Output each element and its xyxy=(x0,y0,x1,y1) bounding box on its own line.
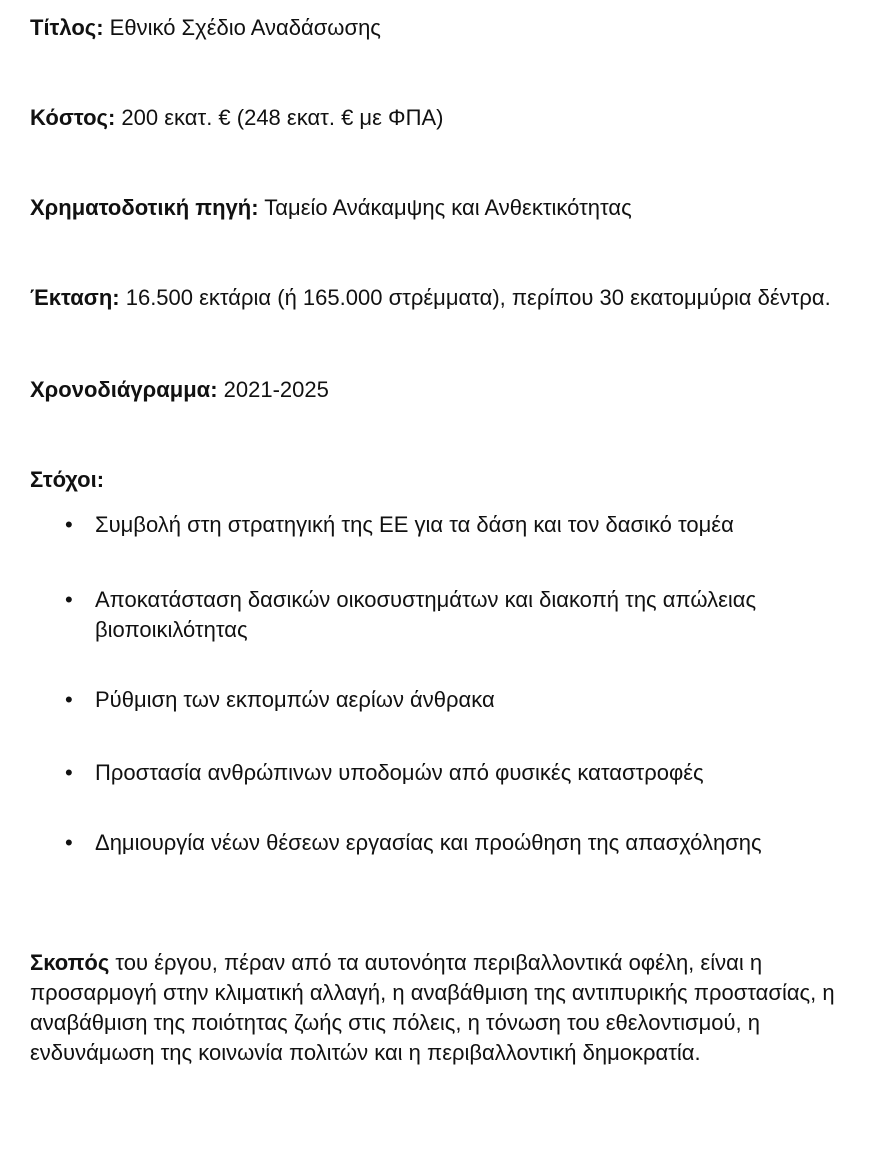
field-area xyxy=(30,283,850,313)
goal-text: Αποκατάσταση δασικών οικοσυστημάτων και διακοπή της απώλειας βιοποικιλότητας xyxy=(95,587,757,642)
goal-text: Προστασία ανθρώπινων υποδομών από φυσικές καταστροφές xyxy=(95,760,704,785)
field-titlos xyxy=(30,13,850,43)
field-kostos xyxy=(30,103,850,133)
field-titlos-value: Εθνικό Σχέδιο Αναδάσωσης xyxy=(109,15,381,40)
field-funding-source xyxy=(30,193,850,223)
field-funding-source-label: Χρηματοδοτική πηγή: xyxy=(30,195,259,220)
goal-text: Ρύθμιση των εκπομπών αερίων άνθρακα xyxy=(95,687,495,712)
field-kostos-value: 200 εκατ. € (248 εκατ. € με ΦΠΑ) xyxy=(121,105,444,130)
field-area-label: Έκταση: xyxy=(30,285,120,310)
field-area-value: 16.500 εκτάρια (ή 165.000 στρέμματα), περίπου 30 εκατομμύρια δέντρα. xyxy=(125,285,831,310)
goal-item xyxy=(65,758,850,788)
goal-text: Συμβολή στη στρατηγική της ΕΕ για τα δάση και τον δασικό τομέα xyxy=(95,512,734,537)
purpose-label: Σκοπός xyxy=(30,950,110,975)
field-timeline xyxy=(30,375,850,405)
goal-item xyxy=(65,685,850,715)
purpose-text: του έργου, πέραν από τα αυτονόητα περιβαλλοντικά οφέλη, είναι η προσαρμογή στην κλιματική αλλαγή, η αναβάθμιση της αντιπυρικής προστασίας, η αναβάθμιση της ποιότητας ζωής στις πόλεις, η τόνωση του εθελοντισμού, η ενδυνάμωση της κοινωνία πολιτών και η περιβαλλοντική δημοκρατία. xyxy=(30,950,835,1065)
field-kostos-label: Κόστος: xyxy=(30,105,116,130)
goal-text: Δημιουργία νέων θέσεων εργασίας και προώθηση της απασχόλησης xyxy=(95,830,762,855)
bullet-icon: • xyxy=(65,687,73,712)
bullet-icon: • xyxy=(65,760,73,785)
goals-heading: Στόχοι: xyxy=(30,467,105,492)
purpose-paragraph xyxy=(30,948,850,1068)
field-timeline-value: 2021-2025 xyxy=(223,377,329,402)
bullet-icon: • xyxy=(65,587,73,612)
bullet-icon: • xyxy=(65,830,73,855)
goal-item xyxy=(65,828,850,858)
bullet-icon: • xyxy=(65,512,73,537)
goal-item xyxy=(65,510,850,540)
goal-item xyxy=(65,585,850,645)
field-timeline-label: Χρονοδιάγραμμα: xyxy=(30,377,218,402)
field-funding-source-value: Ταμείο Ανάκαμψης και Ανθεκτικότητας xyxy=(264,195,632,220)
field-titlos-label: Τίτλος: xyxy=(30,15,104,40)
